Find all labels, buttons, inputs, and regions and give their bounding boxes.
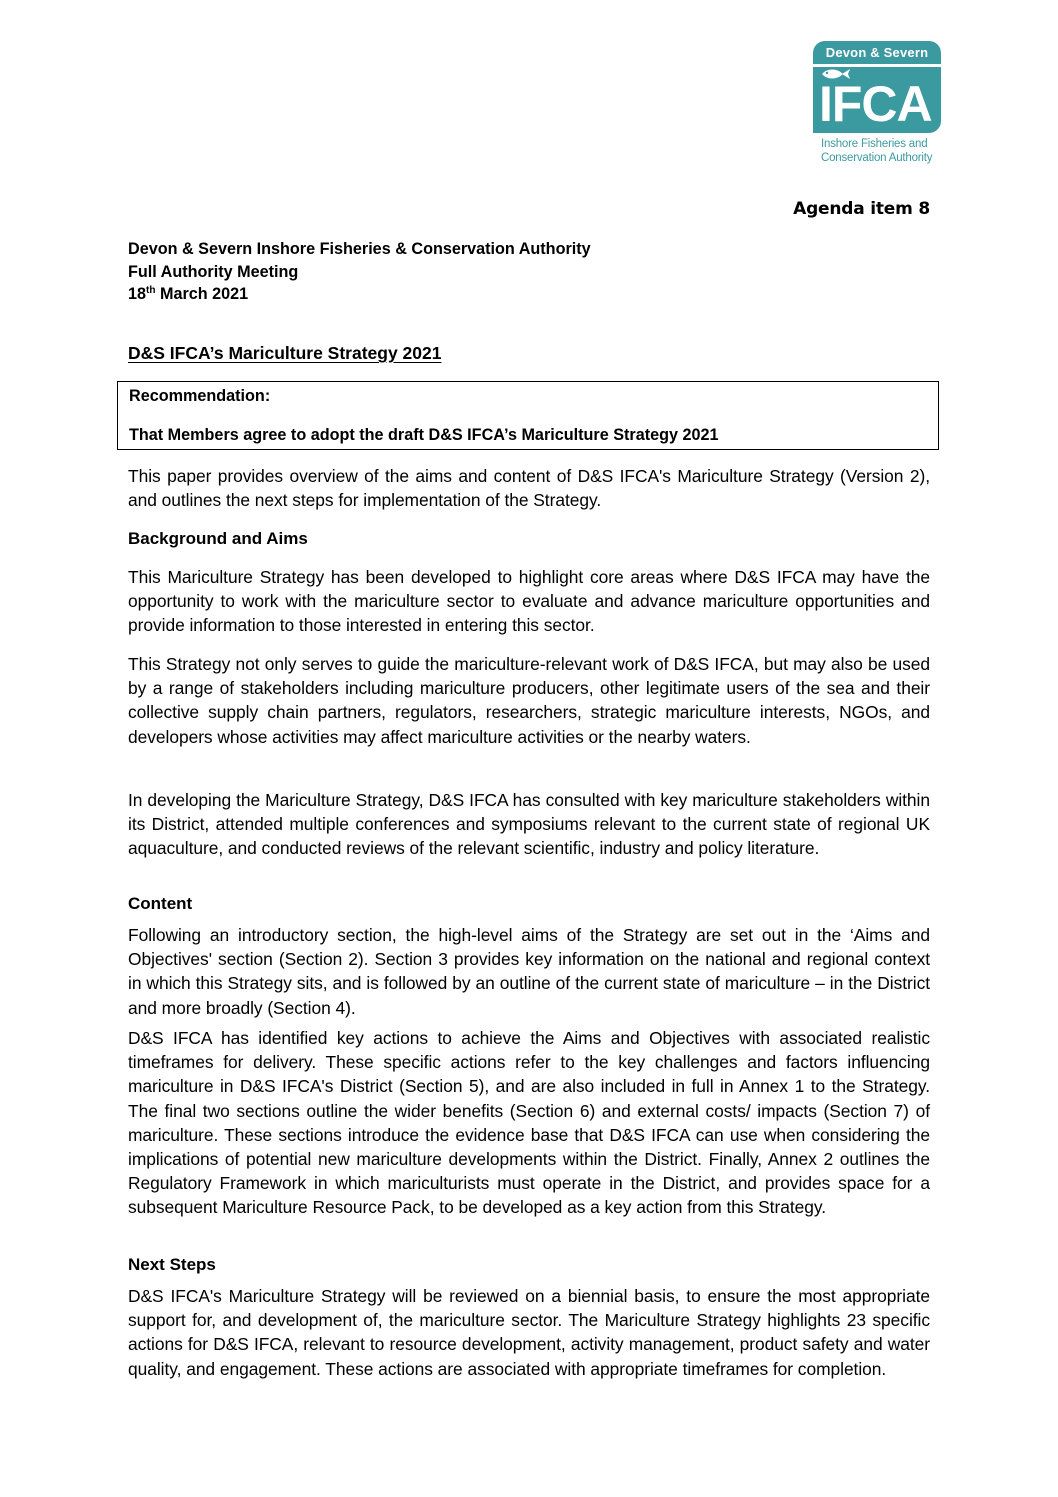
recommendation-box — [117, 381, 939, 450]
organisation-name: Devon & Severn Inshore Fisheries & Conservation Authority — [128, 240, 591, 258]
heading-next-steps: Next Steps — [128, 1255, 216, 1274]
recommendation-heading: Recommendation: — [129, 387, 271, 405]
recommendation-text: That Members agree to adopt the draft D&S IFCA’s Mariculture Strategy 2021 — [129, 426, 719, 444]
agenda-item: Agenda item 8 — [793, 199, 930, 219]
background-paragraph-2: This Strategy not only serves to guide the mariculture-relevant work of D&S IFCA, but may also be used by a range of stakeholders including mariculture producers, other legitimate users of the sea and their collective supply chain partners, regulators, researchers, strategic mariculture interests, NGOs, and developers whose activities may affect mariculture activities or the nearby waters. — [128, 654, 930, 747]
meeting-name: Full Authority Meeting — [128, 262, 299, 281]
ifca-logo — [813, 41, 941, 165]
heading-background: Background and Aims — [128, 529, 308, 548]
heading-content: Content — [128, 894, 193, 913]
meeting-details — [128, 238, 591, 306]
content-paragraph-2: D&S IFCA has identified key actions to achieve the Aims and Objectives with associated realistic timeframes for delivery. These specific actions refer to the key challenges and factors influencing mariculture in D&S IFCA's District (Section 5), and are also included in full in Annex 1 to the Strategy. The final two sections outline the wider benefits (Section 6) and external costs/ impacts (Section 7) of mariculture. These sections introduce the evidence base that D&S IFCA can use when considering the implications of potential new mariculture developments within the District. Finally, Annex 2 outlines the Regulatory Framework in which mariculturists must operate in the District, and provides space for a subsequent Mariculture Resource Pack, to be developed as a key action from this Strategy. — [128, 1028, 930, 1218]
content-paragraph-1: Following an introductory section, the high-level aims of the Strategy are set out in the ‘Aims and Objectives' section (Section 2). Section 3 provides key information on the national and regional context in which this Strategy sits, and is followed by an outline of the current state of mariculture – in the District and more broadly (Section 4). — [128, 925, 930, 1018]
intro-paragraph: This paper provides overview of the aims and content of D&S IFCA's Mariculture Strategy (Version 2), and outlines the next steps for implementation of the Strategy. — [128, 466, 930, 511]
meeting-date: 18th March 2021 — [128, 285, 249, 303]
logo-subtitle-1: Inshore Fisheries and — [821, 138, 928, 150]
background-paragraph-1: This Mariculture Strategy has been developed to highlight core areas where D&S IFCA may have the opportunity to work with the mariculture sector to evaluate and advance mariculture opportunities and provide information to those interested in entering this sector. — [128, 567, 930, 636]
next-steps-paragraph: D&S IFCA's Mariculture Strategy will be reviewed on a biennial basis, to ensure the most appropriate support for, and development of, the mariculture sector. The Mariculture Strategy highlights 23 specific actions for D&S IFCA, relevant to resource development, activity management, product safety and water quality, and engagement. These actions are associated with appropriate timeframes for completion. — [128, 1286, 930, 1379]
logo-mark — [813, 67, 941, 133]
document-title: D&S IFCA’s Mariculture Strategy 2021 — [128, 343, 442, 363]
background-paragraph-3: In developing the Mariculture Strategy, D&S IFCA has consulted with key mariculture stakeholders within its District, attended multiple conferences and symposiums relevant to the current state of regional UK aquaculture, and conducted reviews of the relevant scientific, industry and policy literature. — [128, 790, 930, 859]
logo-top-text: Devon & Severn — [813, 41, 941, 64]
logo-subtitle-2: Conservation Authority — [821, 152, 933, 164]
logo-wordmark: IFCA — [819, 76, 932, 132]
